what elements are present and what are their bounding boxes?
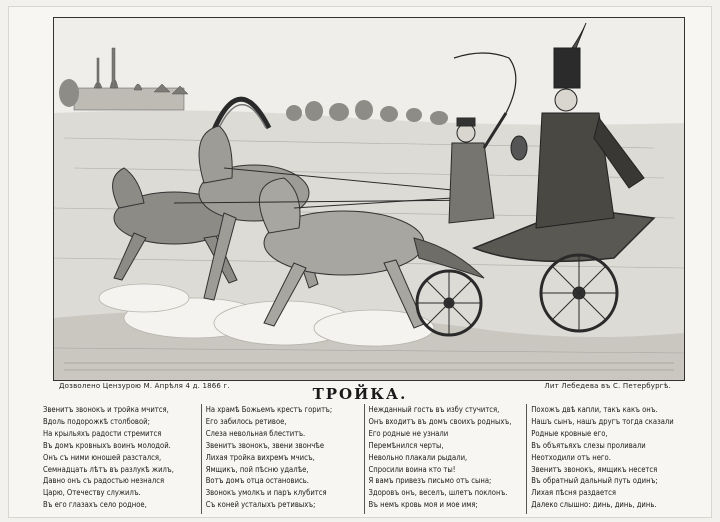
verse-line: Лихая пѣсня раздается: [531, 488, 617, 498]
verse-line: Звонокъ умолкъ и паръ клубится: [205, 488, 327, 498]
verse-line: Я вамъ привезъ письмо отъ сына;: [368, 476, 492, 486]
verse-line: Вотъ домъ отца остановись.: [205, 476, 309, 486]
censorship-imprint: Дозволено Цензурою М. Апрѣля 4 д. 1866 г.: [59, 382, 230, 390]
poem-verses: [39, 404, 689, 514]
verse-line: Звенитъ звонокъ и тройка мчится,: [43, 405, 169, 414]
verse-line: Родные кровные его,: [531, 428, 608, 438]
verse-line: Звенитъ звонокъ, ямщикъ несется: [531, 464, 658, 474]
verse-line: Невольно плакали рыдали,: [368, 452, 468, 462]
lithograph-sheet: [8, 6, 712, 518]
verse-line: Звенитъ звонокъ, звени звончѣе: [205, 440, 325, 450]
verse-line: Давно онъ съ радостью незнался: [43, 476, 165, 486]
verse-line: Въ домъ кровныхъ воинъ молодой.: [43, 440, 171, 450]
poem-title: ТРОЙКА.: [312, 385, 408, 403]
verse-line: Онъ входитъ въ домъ своихъ родныхъ,: [368, 416, 512, 426]
verse-column-3: [364, 404, 527, 514]
verse-line: На храмѣ Божьемъ крестъ горитъ;: [205, 405, 333, 414]
verse-line: Его забилось ретивое,: [205, 416, 287, 426]
verse-line: Слеза невольная блеститъ.: [205, 428, 306, 438]
verse-line: Нежданный гость въ избу стучится,: [368, 405, 500, 414]
verse-line: Въ его глазахъ село родное,: [43, 500, 147, 510]
verse-line: Царю, Отечеству служилъ.: [43, 488, 141, 498]
verse-line: Неотходили отъ него.: [531, 452, 611, 462]
verse-line: Онъ съ ними юношей разстался,: [43, 452, 162, 462]
verse-column-2: [201, 404, 364, 514]
printer-imprint: Лит Лебедева въ С. Петербургѣ.: [544, 382, 671, 390]
verse-line: На крыльяхъ радости стремится: [43, 428, 162, 438]
verse-line: Ямщикъ, пой пѣсню удалѣе,: [205, 464, 309, 474]
verse-line: Перемѣнился черты,: [368, 440, 444, 450]
verse-line: Лихая тройка вихремъ мчисъ,: [205, 452, 315, 462]
verse-line: Вдоль подорожкѣ столбовой;: [43, 416, 150, 426]
verse-line: Семнадцать лѣтъ въ разлукѣ жилъ,: [43, 464, 174, 474]
verse-line: Въ немъ кровь моя и мое имя;: [368, 500, 478, 510]
verse-line: Въ обратный дальный путь одинъ;: [531, 476, 658, 486]
verse-column-4: [526, 404, 689, 514]
verse-line: Здоровъ онъ, веселъ, шлетъ поклонъ.: [368, 488, 508, 498]
troika-engraving: [54, 18, 684, 380]
verse-line: Нашъ сынъ, нашъ другъ тогда сказали: [531, 416, 674, 426]
verse-column-1: [39, 404, 201, 514]
verse-line: Спросили воина кто ты!: [368, 464, 456, 474]
verse-line: Далеко слышно: динь, динь, динь.: [531, 500, 657, 510]
troika-illustration: [53, 17, 685, 381]
verse-line: Похожъ двѣ капли, такъ какъ онъ.: [531, 405, 658, 414]
verse-line: Въ объятьяхъ слезы проливали: [531, 440, 646, 450]
verse-line: Его родные не узнали: [368, 428, 449, 438]
verse-line: Съ коней усталыхъ ретивыхъ;: [205, 500, 316, 510]
